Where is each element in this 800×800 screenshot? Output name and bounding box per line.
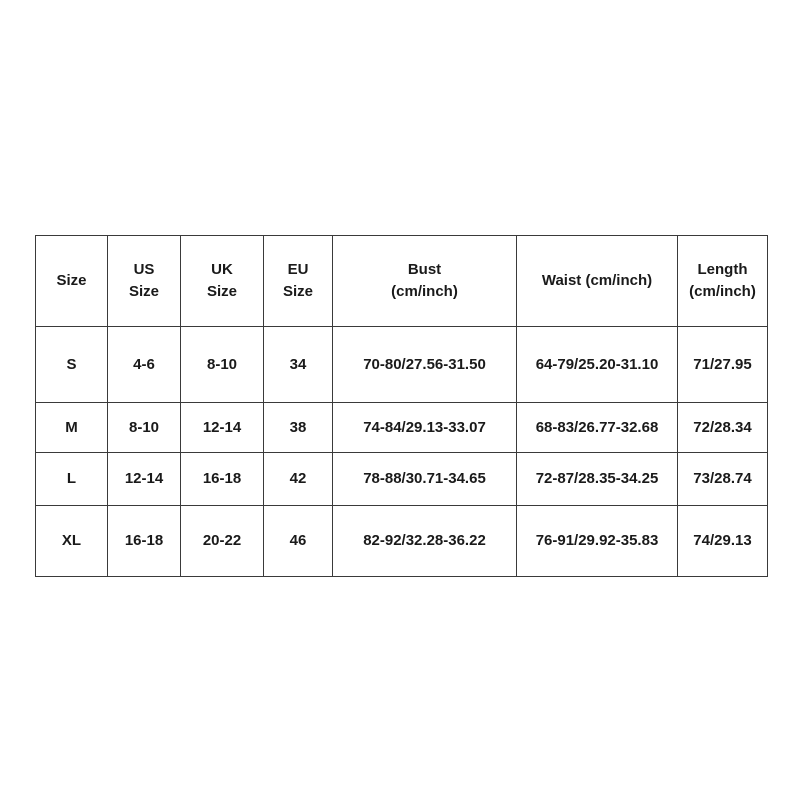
cell-waist: 76-91/29.92-35.83 (517, 506, 678, 577)
header-length: Length (cm/inch) (678, 236, 768, 327)
cell-bust: 82-92/32.28-36.22 (333, 506, 517, 577)
cell-waist: 68-83/26.77-32.68 (517, 403, 678, 453)
header-us-size: US Size (108, 236, 181, 327)
cell-uk-size: 12-14 (181, 403, 264, 453)
cell-eu-size: 46 (264, 506, 333, 577)
header-row (36, 236, 768, 327)
cell-eu-size: 42 (264, 453, 333, 506)
cell-size: XL (36, 506, 108, 577)
size-chart-table (35, 235, 768, 577)
cell-us-size: 12-14 (108, 453, 181, 506)
cell-uk-size: 20-22 (181, 506, 264, 577)
cell-uk-size: 8-10 (181, 327, 264, 403)
header-eu-size: EU Size (264, 236, 333, 327)
cell-size: M (36, 403, 108, 453)
cell-waist: 64-79/25.20-31.10 (517, 327, 678, 403)
cell-size: L (36, 453, 108, 506)
header-waist: Waist (cm/inch) (517, 236, 678, 327)
cell-length: 73/28.74 (678, 453, 768, 506)
header-size: Size (36, 236, 108, 327)
cell-uk-size: 16-18 (181, 453, 264, 506)
cell-waist: 72-87/28.35-34.25 (517, 453, 678, 506)
header-bust: Bust (cm/inch) (333, 236, 517, 327)
table-row (36, 327, 768, 403)
table-row (36, 403, 768, 453)
table-row (36, 453, 768, 506)
cell-length: 72/28.34 (678, 403, 768, 453)
cell-us-size: 16-18 (108, 506, 181, 577)
cell-bust: 74-84/29.13-33.07 (333, 403, 517, 453)
cell-eu-size: 38 (264, 403, 333, 453)
cell-size: S (36, 327, 108, 403)
cell-us-size: 4-6 (108, 327, 181, 403)
header-uk-size: UK Size (181, 236, 264, 327)
cell-eu-size: 34 (264, 327, 333, 403)
cell-bust: 70-80/27.56-31.50 (333, 327, 517, 403)
table-row (36, 506, 768, 577)
cell-us-size: 8-10 (108, 403, 181, 453)
cell-bust: 78-88/30.71-34.65 (333, 453, 517, 506)
cell-length: 71/27.95 (678, 327, 768, 403)
cell-length: 74/29.13 (678, 506, 768, 577)
